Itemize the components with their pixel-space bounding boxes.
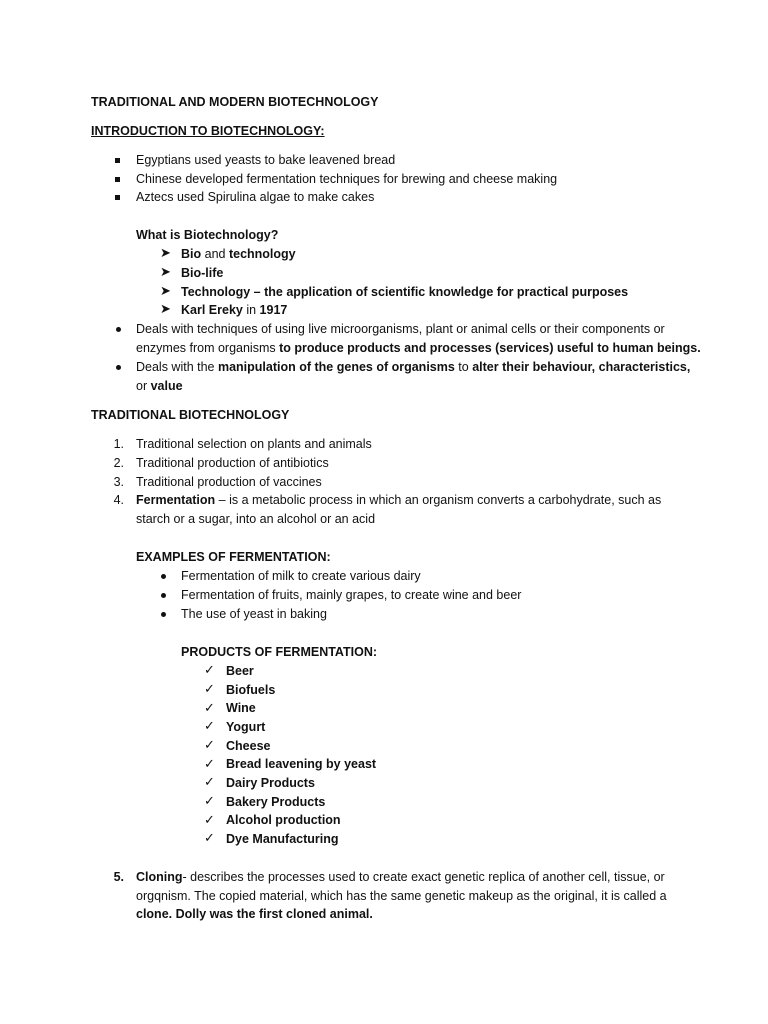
list-item: The use of yeast in baking (181, 607, 327, 621)
document-title: TRADITIONAL AND MODERN BIOTECHNOLOGY (91, 95, 379, 109)
list-item: Bio-life (181, 266, 224, 280)
round-bullet-icon (116, 327, 121, 332)
round-bullet-icon (116, 365, 121, 370)
square-bullet-icon (115, 158, 120, 163)
list-number: 1. (113, 437, 124, 451)
list-number: 5. (113, 870, 124, 884)
bold-text: alter their behaviour, characteristics, (472, 360, 691, 374)
round-bullet-icon (161, 612, 166, 617)
list-item: Beer (226, 664, 254, 678)
checkmark-icon: ✓ (204, 681, 215, 696)
products-heading: PRODUCTS OF FERMENTATION: (181, 645, 378, 659)
year-text: 1917 (259, 303, 288, 317)
checkmark-icon: ✓ (204, 793, 215, 808)
list-item: Cheese (226, 739, 271, 753)
plain-text: - describes the processes used to create exact genetic replica of another cell, tissue, or (182, 870, 665, 884)
bold-text: to produce products and processes (services) useful to human beings. (279, 341, 701, 355)
bold-text: value (150, 379, 183, 393)
paragraph-line: Deals with techniques of using live microorganisms, plant or animal cells or their components or (136, 322, 665, 336)
arrow-bullet-icon: ➤ (160, 245, 171, 260)
list-item: Technology – the application of scientific knowledge for practical purposes (181, 285, 629, 299)
checkmark-icon: ✓ (204, 812, 215, 827)
list-number: 2. (113, 456, 124, 470)
round-bullet-icon (161, 593, 166, 598)
checkmark-icon: ✓ (204, 830, 215, 845)
connector-text: in (242, 303, 260, 317)
list-item: Bread leavening by yeast (226, 757, 377, 771)
arrow-bullet-icon: ➤ (160, 283, 171, 298)
checkmark-icon: ✓ (204, 700, 215, 715)
connector-text: and (201, 247, 229, 261)
bold-text: manipulation of the genes of organisms (217, 360, 455, 374)
list-item: Wine (226, 701, 256, 715)
list-number: 4. (113, 493, 124, 507)
plain-text: Deals with the (136, 360, 218, 374)
arrow-bullet-icon: ➤ (160, 264, 171, 279)
term-technology: technology (228, 247, 296, 261)
square-bullet-icon (115, 177, 120, 182)
list-item: Traditional selection on plants and animals (136, 437, 372, 451)
paragraph-line: orgqnism. The copied material, which has the same genetic makeup as the original, it is called a (136, 889, 667, 903)
list-item: Dairy Products (226, 776, 315, 790)
traditional-heading: TRADITIONAL BIOTECHNOLOGY (91, 408, 290, 422)
checkmark-icon: ✓ (204, 756, 215, 771)
term-cloning: Cloning (136, 870, 183, 884)
list-item: Egyptians used yeasts to bake leavened bread (136, 153, 396, 167)
intro-heading: INTRODUCTION TO BIOTECHNOLOGY: (91, 124, 325, 138)
paragraph-line (136, 377, 183, 396)
paragraph-line (136, 339, 701, 358)
paragraph-line: starch or a sugar, into an alcohol or an acid (136, 512, 376, 526)
list-item: Aztecs used Spirulina algae to make cakes (136, 190, 375, 204)
list-item: Biofuels (226, 683, 276, 697)
checkmark-icon: ✓ (204, 774, 215, 789)
plain-text: – is a metabolic process in which an organism converts a carbohydrate, such as (215, 493, 662, 507)
examples-heading: EXAMPLES OF FERMENTATION: (136, 550, 331, 564)
list-item: Chinese developed fermentation techniques for brewing and cheese making (136, 172, 558, 186)
list-item: Yogurt (226, 720, 266, 734)
term-fermentation: Fermentation (136, 493, 216, 507)
list-item: Traditional production of vaccines (136, 475, 322, 489)
round-bullet-icon (161, 574, 166, 579)
paragraph-line: clone. Dolly was the first cloned animal. (136, 907, 373, 921)
list-item: Alcohol production (226, 813, 341, 827)
list-item (136, 491, 661, 510)
arrow-bullet-icon: ➤ (160, 301, 171, 316)
list-item: Traditional production of antibiotics (136, 456, 329, 470)
list-item: Fermentation of milk to create various dairy (181, 569, 421, 583)
paragraph-line (136, 868, 665, 887)
square-bullet-icon (115, 195, 120, 200)
list-item (181, 301, 287, 320)
plain-text: to (454, 360, 473, 374)
checkmark-icon: ✓ (204, 662, 215, 677)
checkmark-icon: ✓ (204, 718, 215, 733)
name-karl-ereky: Karl Ereky (181, 303, 243, 317)
paragraph-line (136, 358, 690, 377)
term-bio: Bio (181, 247, 202, 261)
list-item: Dye Manufacturing (226, 832, 339, 846)
list-number: 3. (113, 475, 124, 489)
plain-text: or (136, 379, 151, 393)
plain-text: enzymes from organisms (136, 341, 280, 355)
list-item: Fermentation of fruits, mainly grapes, to create wine and beer (181, 588, 522, 602)
what-is-heading: What is Biotechnology? (136, 228, 279, 242)
checkmark-icon: ✓ (204, 737, 215, 752)
list-item (181, 245, 296, 264)
list-item: Bakery Products (226, 795, 326, 809)
